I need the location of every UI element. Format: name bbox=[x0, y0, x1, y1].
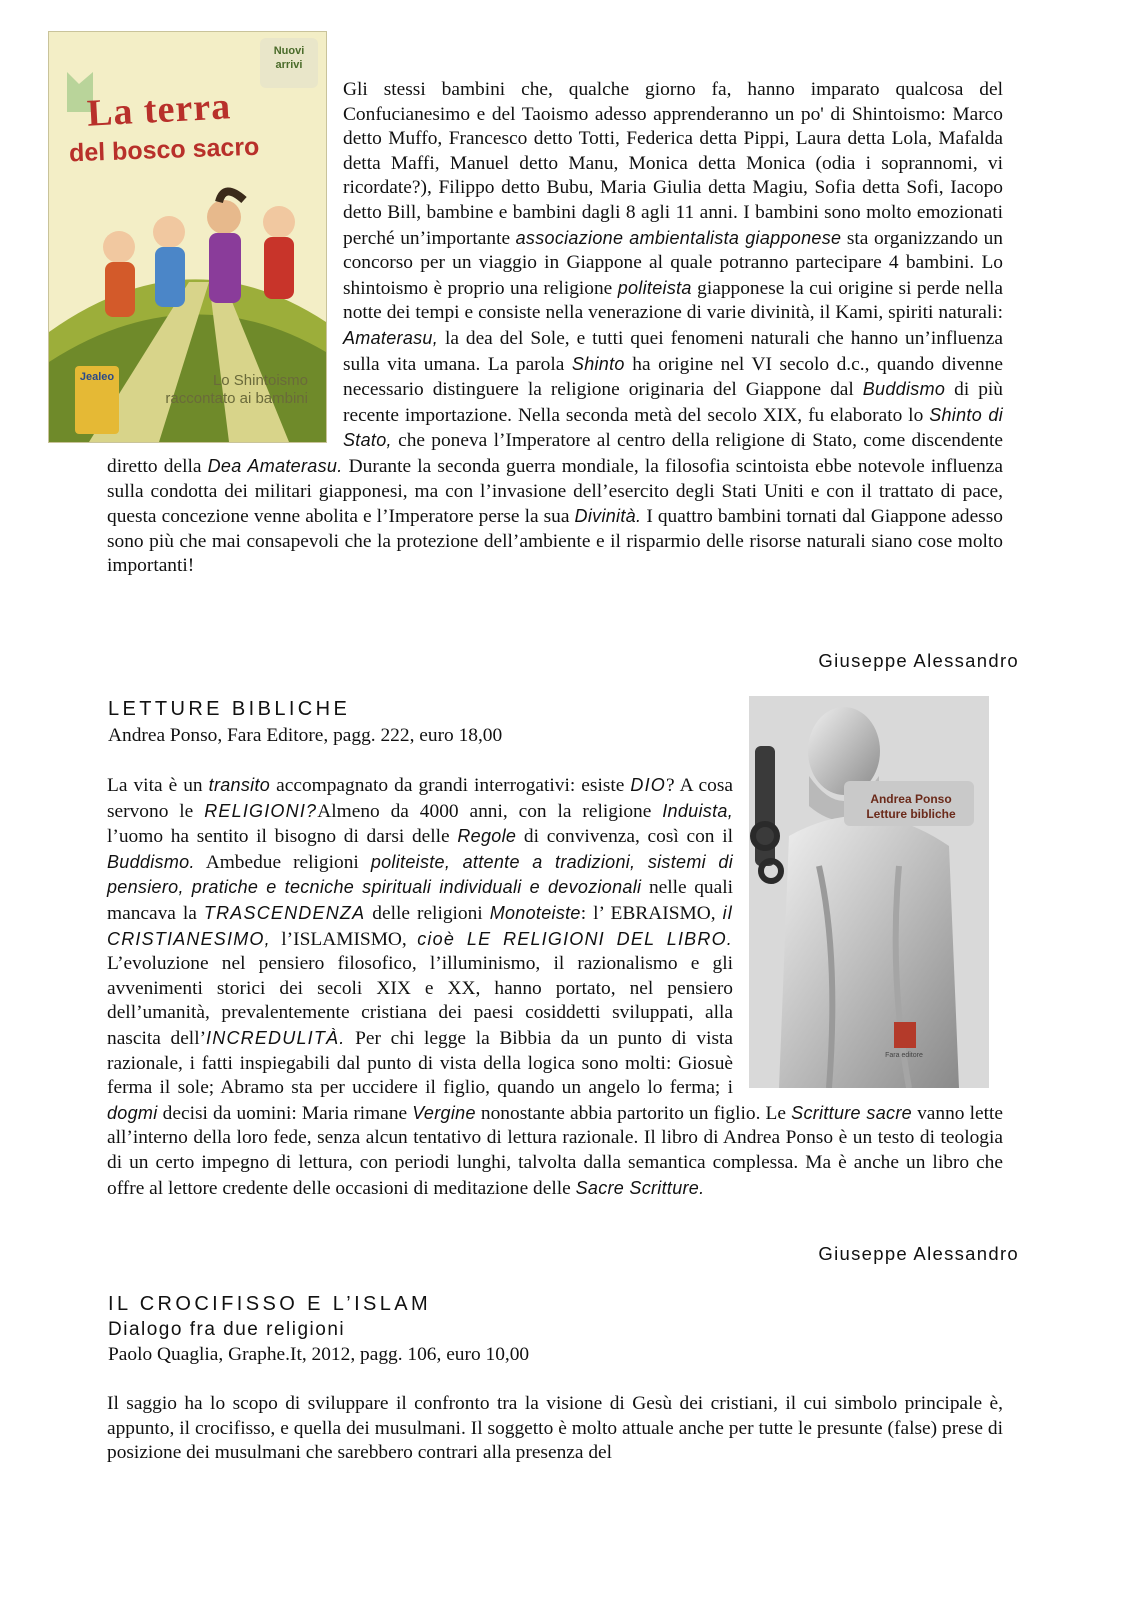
emphasis: Scritture sacre bbox=[791, 1102, 912, 1123]
emphasis: Vergine bbox=[412, 1102, 476, 1123]
review2-meta: Andrea Ponso, Fara Editore, pagg. 222, euro 18,00 bbox=[108, 725, 503, 746]
cover-author: Andrea Ponso bbox=[870, 792, 952, 806]
emphasis: RELIGIONI? bbox=[204, 800, 318, 821]
emphasis: cioè LE RELIGIONI DEL LIBRO. bbox=[417, 928, 733, 949]
cover-float-spacer bbox=[107, 78, 343, 445]
publisher-name: Fara editore bbox=[885, 1052, 923, 1059]
emphasis: TRASCENDENZA bbox=[203, 902, 366, 923]
review2-body bbox=[107, 773, 1003, 1201]
emphasis: Shinto di Stato, bbox=[343, 404, 1004, 451]
emphasis: DIO bbox=[630, 775, 667, 795]
cover-title-line1: La terra bbox=[85, 85, 233, 135]
emphasis: Dea Amaterasu. bbox=[207, 455, 343, 476]
emphasis: associazione ambientalista giapponese bbox=[515, 227, 842, 248]
review3-subheading: Dialogo fra due religioni bbox=[108, 1319, 346, 1340]
emphasis: Divinità. bbox=[574, 506, 642, 527]
emphasis: dogmi bbox=[107, 1102, 158, 1123]
emphasis: Regole bbox=[457, 826, 517, 847]
cover-title-line2: del bosco sacro bbox=[68, 132, 260, 168]
emphasis: Induista, bbox=[662, 800, 733, 821]
emphasis: Buddismo bbox=[862, 379, 946, 400]
emphasis: Sacre Scritture. bbox=[575, 1177, 705, 1198]
emphasis: transito bbox=[208, 775, 271, 795]
review1-paragraph: Gli stessi bambini che, qualche giorno fa, hanno imparato qualcosa del Confucianesimo e del Taoismo adesso apprenderanno un po' di Shintoismo: Marco detto Muffo, Francesco detto Totti, Federica detta Pippi, Laura detta Lola, Mafalda detta Maffi, Manuel detto Manu, Monica detta Monica (odia i soprannomi, vi ricordate?), Filippo detto Bubu, Maria Giulia detta Magiu, Sofia detta Sofi, Iacopo detto Bill, bambine e bambini dagli 8 agli 11 anni. I bambini sono molto emozionati perché un’importante associazione ambientalista giapponese sta organizzando un concorso per un viaggio in Giappone al quale potranno partecipare 4 bambini. Lo shintoismo è proprio una religione politeista giapponese la cui origine si perde nella notte dei tempi e consiste nella venerazione di varie divinità, il Kami, spiriti naturali: Amaterasu, la dea del Sole, e tutti quei fenomeni naturali che hanno un’influenza sulla vita umana. La parola Shinto ha origine nel VI secolo d.c., quando divenne necessario distinguere la religione originaria del Giappone dal Buddismo di più recente importazione. Nella seconda metà del secolo XIX, fu elaborato lo Shinto di Stato, che poneva l’Imperatore al centro della religione di Stato, come discendente diretto della Dea Amaterasu. Durante la seconda guerra mondiale, la filosofia scintoista ebbe notevole influenza sulla condotta dei militari giapponesi, ma con l’invasione dell’esercito degli Stati Uniti e con il trattato di pace, questa concezione venne abolita e l’Imperatore perse la sua Divinità. I quattro bambini tornati dal Giappone adesso sono più che mai consapevoli che la protezione dell’ambiente e il risparmio delle risorse naturali siano cose molto importanti! bbox=[107, 79, 1004, 577]
emphasis: politeista bbox=[617, 277, 692, 298]
review2-paragraph: La vita è un transito accompagnato da grandi interrogativi: esiste DIO? A cosa servono le RELIGIONI?Almeno da 4000 anni, con la religione Induista, l’uomo ha sentito il bisogno di darsi delle Regole di convivenza, così con il Buddismo. Ambedue religioni politeiste, attente a tradizioni, sistemi di pensiero, pratiche e tecniche spirituali individuali e devozionali nelle quali mancava la TRASCENDENZA delle religioni Monoteiste: l’ EBRAISMO, il CRISTIANESIMO, l’ISLAMISMO, cioè LE RELIGIONI DEL LIBRO. L’evoluzione nel pensiero filosofico, l’illuminismo, il razionalismo e gli avvenimenti storici dei secoli XIX e XX, hanno portato, nel pensiero dell’umanità, prevalentemente cristiana dei paesi cosiddetti sviluppati, alla nascita dell’INCREDULITÀ. Per chi legge la Bibbia da un punto di vista razionale, i fatti inspiegabili dal punto di vista della logica sono molti: Giosuè ferma il sole; Abramo sta per uccidere il figlio, quando un angelo lo ferma; i dogmi decisi da uomini: Maria rimane Vergine nonostante abbia partorito un figlio. Le Scritture sacre vanno lette all’interno della loro fede, senza alcun tentativo di lettura razionale. Il libro di Andrea Ponso è un testo di teologia di un certo impegno di lettura, con periodi lunghi, talvolta dalla semantica complessa. Ma è anche un libro che offre al lettore credente delle occasioni di meditazione delle Sacre Scritture. bbox=[107, 775, 1003, 1199]
cover-caption: Lo Shintoismo raccontato ai bambini bbox=[165, 372, 308, 407]
review3-meta: Paolo Quaglia, Graphe.It, 2012, pagg. 106, euro 10,00 bbox=[108, 1344, 530, 1365]
publisher-logo: Jealeo bbox=[75, 366, 119, 434]
emphasis: Monoteiste bbox=[489, 902, 581, 923]
emphasis: il CRISTIANESIMO, bbox=[107, 902, 733, 949]
review1-body bbox=[107, 78, 1003, 579]
review1-author: Giuseppe Alessandro bbox=[818, 650, 1019, 671]
emphasis: politeiste, attente a tradizioni, sistemi di pensiero, pratiche e tecniche spirituali individuali e devozionali bbox=[107, 851, 733, 898]
emphasis: INCREDULITÀ. bbox=[206, 1027, 346, 1048]
cover-float-spacer bbox=[733, 773, 1003, 1089]
review2-heading: LETTURE BIBLICHE bbox=[108, 698, 351, 720]
review3-body bbox=[107, 1392, 1003, 1466]
cover-badge: Nuovi arrivi bbox=[260, 38, 318, 88]
emphasis: Amaterasu, bbox=[343, 327, 439, 348]
emphasis: Buddismo. bbox=[107, 851, 195, 872]
review3-heading: IL CROCIFISSO E L’ISLAM bbox=[108, 1293, 432, 1315]
cover-title: Letture bibliche bbox=[866, 807, 956, 821]
emphasis: Shinto bbox=[571, 353, 625, 374]
review3-paragraph: Il saggio ha lo scopo di sviluppare il confronto tra la visione di Gesù dei cristiani, il cui simbolo principale è, appunto, il crocifisso, e quella dei musulmani. Il soggetto è molto attuale anche per tutte le presunte (false) prese di posizione dei musulmani che sarebbero contrari alla presenza del bbox=[107, 1393, 1003, 1464]
review2-author: Giuseppe Alessandro bbox=[818, 1243, 1019, 1264]
